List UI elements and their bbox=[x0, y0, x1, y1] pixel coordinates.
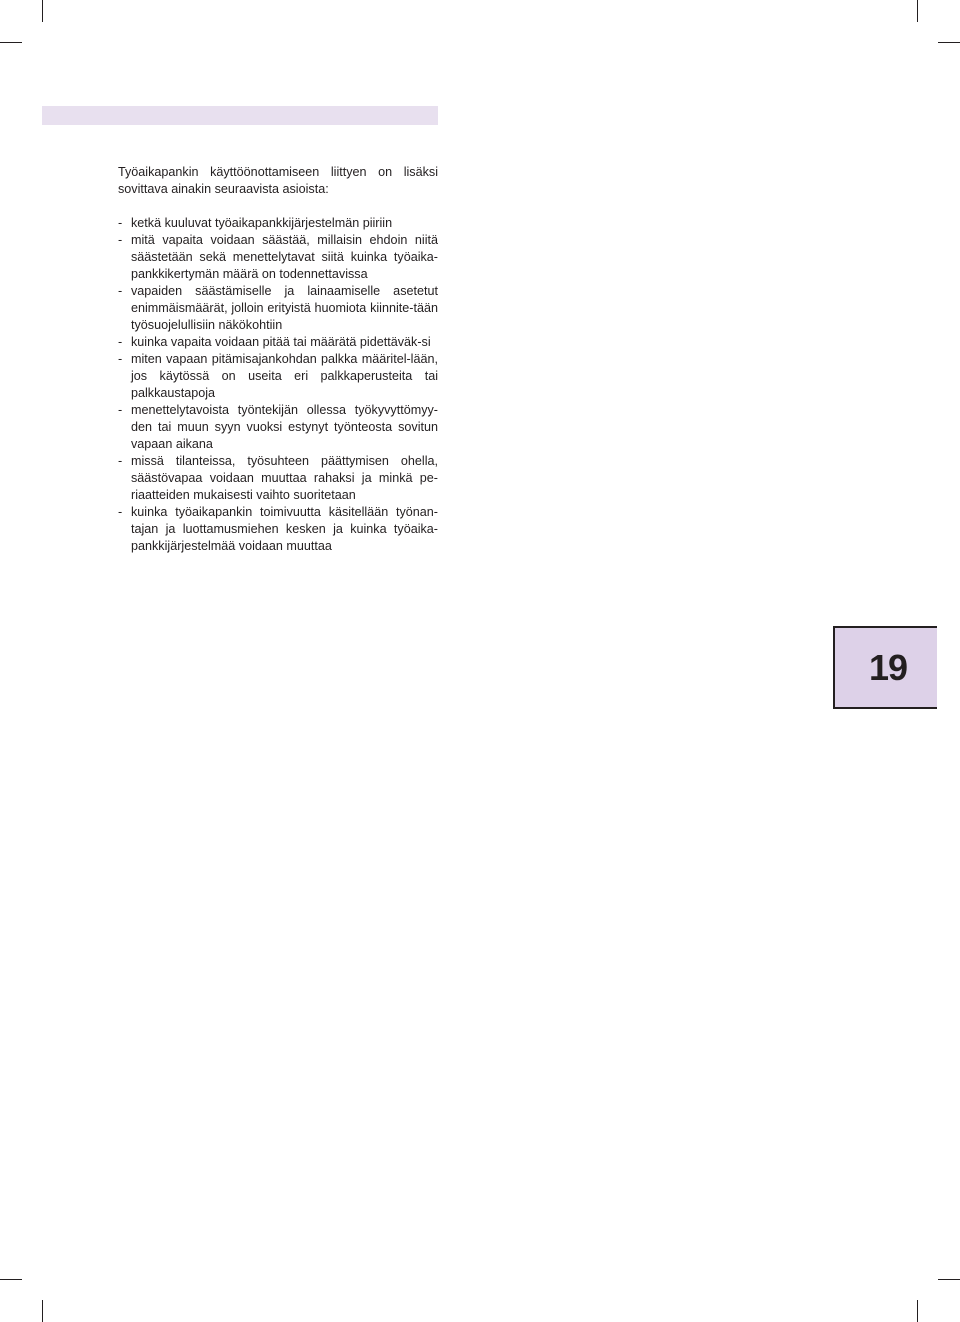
bullet-list bbox=[118, 215, 438, 555]
crop-mark bbox=[938, 42, 960, 43]
list-item bbox=[118, 215, 438, 232]
list-item-text: missä tilanteissa, työsuhteen päättymisen ohella, säästövapaa voidaan muuttaa rahaksi ja minkä pe-riaatteiden mukaisesti vaihto suoritetaan bbox=[131, 454, 438, 502]
intro-paragraph: Työaikapankin käyttöönottamiseen liittyen on lisäksi sovittava ainakin seuraavista asioista: bbox=[118, 165, 438, 196]
list-item-text: kuinka vapaita voidaan pitää tai määrätä pidettäväk-si bbox=[131, 335, 431, 349]
page-number-box bbox=[833, 626, 937, 709]
bullet-marker: - bbox=[118, 505, 123, 519]
bullet-marker: - bbox=[118, 454, 123, 468]
bullet-marker: - bbox=[118, 284, 123, 298]
list-item bbox=[118, 283, 438, 334]
crop-mark bbox=[0, 42, 22, 43]
crop-mark bbox=[917, 1300, 918, 1322]
page-number: 19 bbox=[868, 646, 908, 688]
list-item bbox=[118, 232, 438, 283]
bullet-marker: - bbox=[118, 216, 123, 230]
list-item bbox=[118, 453, 438, 504]
header-band bbox=[42, 106, 438, 125]
crop-mark bbox=[0, 1279, 22, 1280]
crop-mark bbox=[42, 1300, 43, 1322]
list-item-text: kuinka työaikapankin toimivuutta käsitellään työnan-tajan ja luottamusmiehen kesken ja kuinka työaika-pankkijärjestelmää voidaan muuttaa bbox=[131, 505, 438, 553]
crop-mark bbox=[917, 0, 918, 22]
list-item-text: mitä vapaita voidaan säästää, millaisin ehdoin niitä säästetään sekä menettelytavat siitä kuinka työaika-pankkikertymän määrä on todennettavissa bbox=[131, 233, 438, 281]
body-text bbox=[118, 164, 438, 555]
list-item-text: vapaiden säästämiselle ja lainaamiselle asetetut enimmäismäärät, jolloin erityistä huomiota kiinnite-tään työsuojelullisiin näkökohtiin bbox=[131, 284, 438, 332]
crop-mark bbox=[42, 0, 43, 22]
bullet-marker: - bbox=[118, 335, 123, 349]
bullet-marker: - bbox=[118, 233, 123, 247]
list-item-text: miten vapaan pitämisajankohdan palkka määritel-lään, jos käytössä on useita eri palkkaperusteita tai palkkaustapoja bbox=[131, 352, 438, 400]
bullet-marker: - bbox=[118, 403, 123, 417]
list-item-text: ketkä kuuluvat työaikapankkijärjestelmän piiriin bbox=[131, 216, 393, 230]
list-item bbox=[118, 402, 438, 453]
list-item bbox=[118, 351, 438, 402]
list-item bbox=[118, 504, 438, 555]
bullet-marker: - bbox=[118, 352, 123, 366]
list-item bbox=[118, 334, 438, 351]
list-item-text: menettelytavoista työntekijän ollessa työkyvyttömyy-den tai muun syyn vuoksi estynyt työnteosta sovitun vapaan aikana bbox=[131, 403, 438, 451]
crop-mark bbox=[938, 1279, 960, 1280]
